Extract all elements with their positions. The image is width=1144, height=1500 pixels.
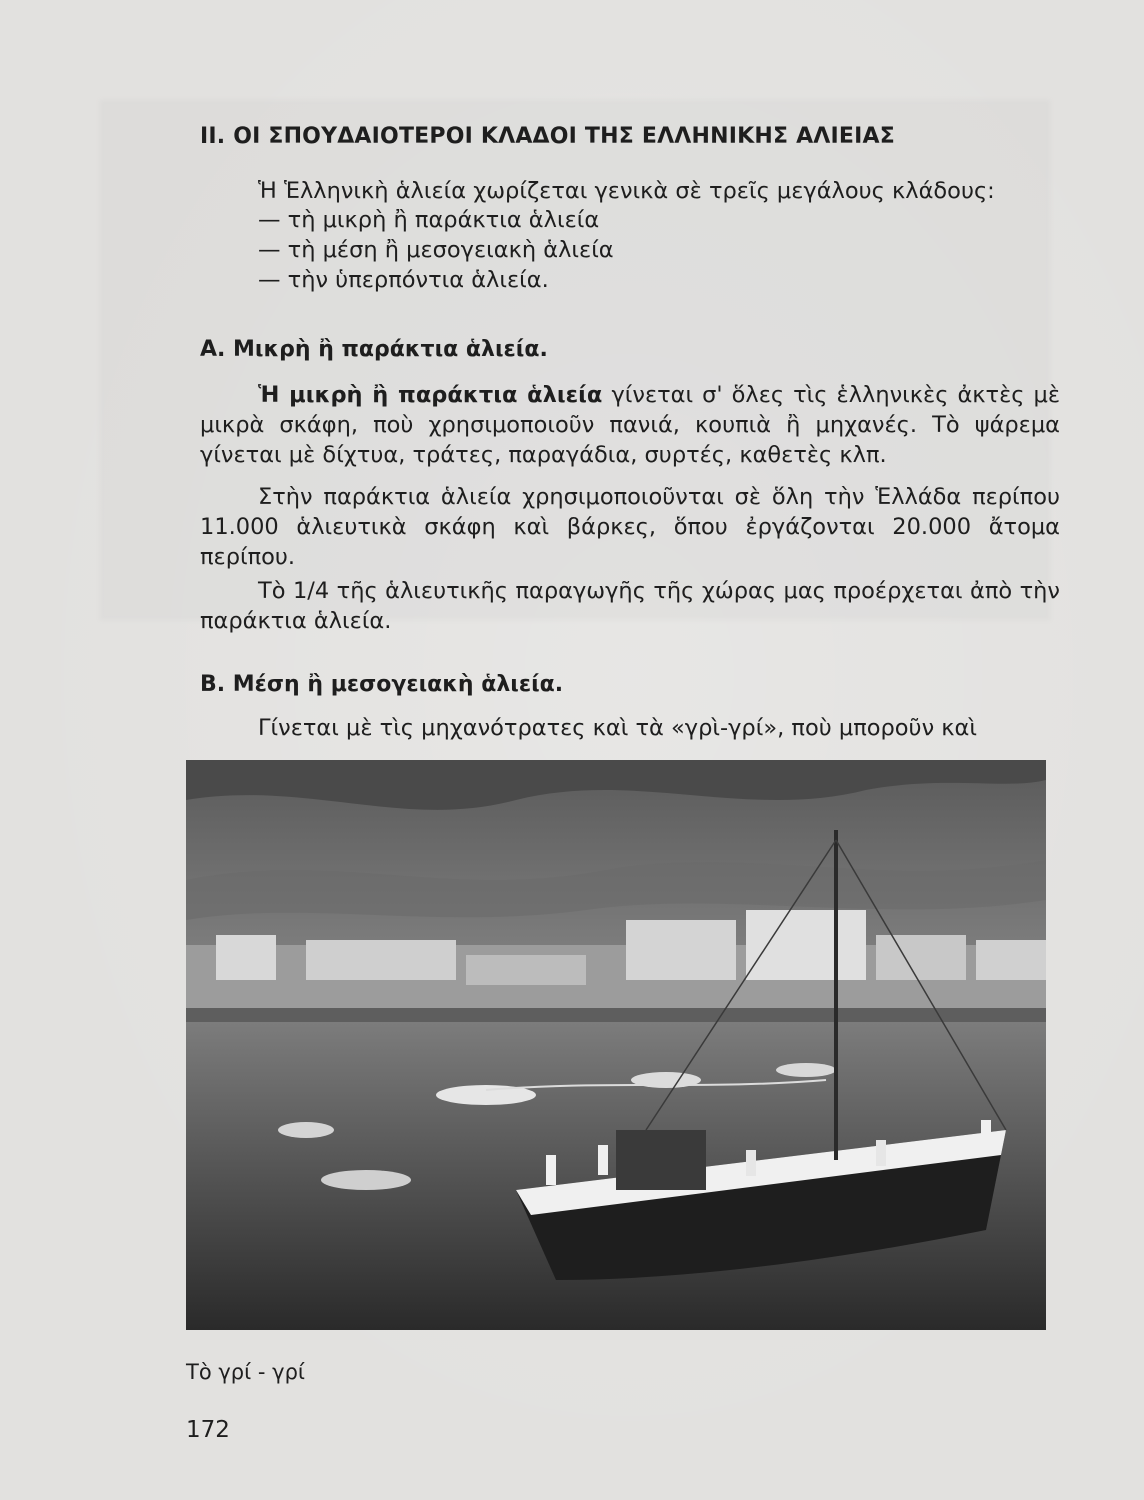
section-a-paragraph-1 xyxy=(200,380,1060,470)
branch-item: — τὴ μικρὴ ἢ παράκτια ἁλιεία xyxy=(258,207,600,233)
term-bold: Ἡ μικρὴ ἢ παράκτια ἁλιεία xyxy=(258,382,603,408)
section-b-paragraph-1: Γίνεται μὲ τὶς μηχανότρατες καὶ τὰ «γρὶ-γρί», ποὺ μποροῦν καὶ xyxy=(258,715,978,741)
paragraph-text: γίνεται σ' ὅλες τὶς ἑλληνικὲς ἀκτὲς μὲ μικρὰ σκάφη, ποὺ χρησιμοποιοῦν πανιά, κουπιὰ ἢ μηχανές. Τὸ ψάρεμα γίνεται μὲ δίχτυα, τράτες, παραγάδια, συρτές, καθετὲς κλπ. xyxy=(200,382,1060,468)
photo-gri-gri-boat xyxy=(186,760,1046,1330)
branch-list xyxy=(258,205,614,295)
chapter-heading: II. ΟΙ ΣΠΟΥΔΑΙΟΤΕΡΟΙ ΚΛΑΔΟΙ ΤΗΣ ΕΛΛΗΝΙΚΗΣ ΑΛΙΕΙΑΣ xyxy=(200,124,895,149)
section-a-paragraph-2: Στὴν παράκτια ἁλιεία χρησιμοποιοῦνται σὲ ὅλη τὴν Ἑλλάδα περίπου 11.000 ἁλιευτικὰ σκάφη καὶ βάρκες, ὅπου ἐργάζονται 20.000 ἄτομα περίπου. xyxy=(200,484,1060,570)
section-a-title: Α. Μικρὴ ἢ παράκτια ἁλιεία. xyxy=(200,337,548,362)
photo-caption: Τὸ γρί - γρί xyxy=(186,1360,306,1384)
page-number: 172 xyxy=(186,1417,230,1443)
branch-item: — τὴ μέση ἢ μεσογειακὴ ἁλιεία xyxy=(258,237,614,263)
intro-paragraph: Ἡ Ἑλληνικὴ ἁλιεία χωρίζεται γενικὰ σὲ τρεῖς μεγάλους κλάδους: xyxy=(258,178,995,204)
branch-item: — τὴν ὑπερπόντια ἁλιεία. xyxy=(258,267,549,293)
harbor-photograph xyxy=(186,760,1046,1330)
section-a-paragraph-3: Τὸ 1/4 τῆς ἁλιευτικῆς παραγωγῆς τῆς χώρας μας προέρχεται ἀπὸ τὴν παράκτια ἁλιεία. xyxy=(200,578,1060,634)
section-b-title: Β. Μέση ἢ μεσογειακὴ ἁλιεία. xyxy=(200,672,564,697)
